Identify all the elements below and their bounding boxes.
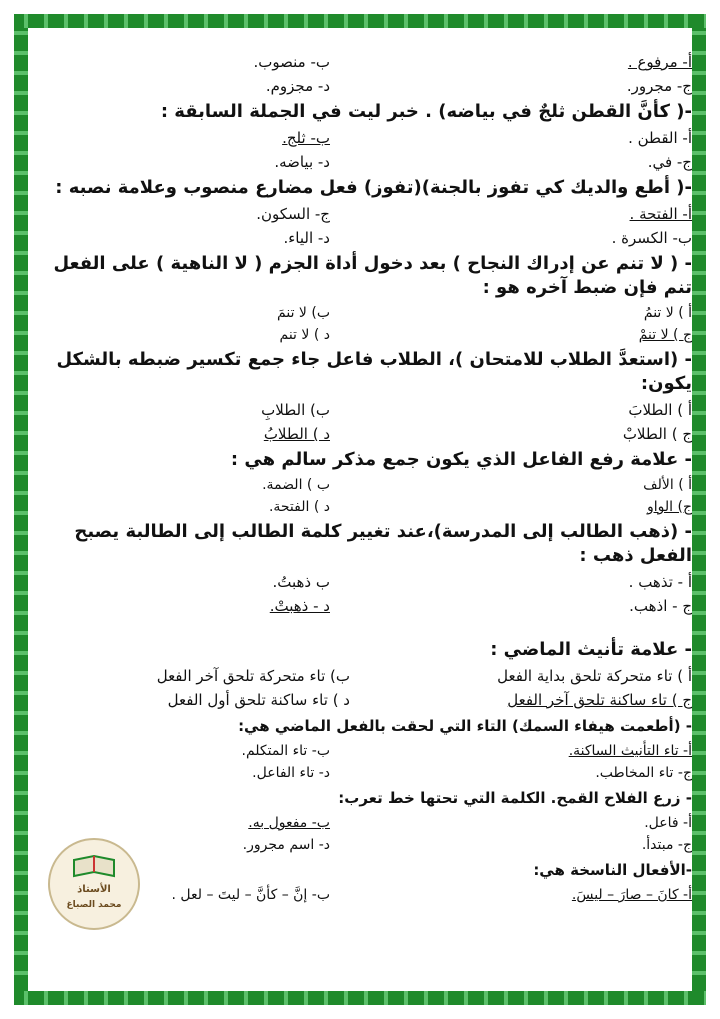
question-stem: - علامة رفع الفاعل الذي يكون جمع مذكر سالم هي : xyxy=(230,449,692,470)
option-a: أ- تاء التأنيث الساكنة. xyxy=(568,743,692,759)
option-c: ج- مبتدأ. xyxy=(641,837,692,853)
question-2 xyxy=(28,100,692,174)
option-b: ب- منصوب. xyxy=(253,53,330,71)
question-6 xyxy=(28,448,692,518)
option-c: ج - اذهب. xyxy=(629,597,692,615)
question-stem: - (ذهب الطالب إلى المدرسة)،عند تغيير كلمة الطالب إلى الطالبة يصبح الفعل ذهب : xyxy=(74,521,692,566)
option-c: ج ) الطلابْ xyxy=(622,425,692,443)
option-d: د- تاء الفاعل. xyxy=(252,765,330,781)
option-a: أ - تذهب . xyxy=(628,573,692,591)
gap xyxy=(28,618,692,636)
question-4 xyxy=(28,252,692,346)
question-1 xyxy=(28,50,692,98)
question-10 xyxy=(28,786,692,856)
teacher-logo xyxy=(48,838,140,930)
option-b: ب ) الضمة. xyxy=(262,477,330,493)
option-d: د- الياء. xyxy=(283,229,330,247)
option-b: ب) الطلابِ xyxy=(261,401,330,419)
option-a: أ- القطن . xyxy=(628,129,692,147)
option-b: ب) تاء متحركة تلحق آخر الفعل xyxy=(156,667,350,685)
option-a: أ- الفتحة . xyxy=(629,205,692,223)
option-b: ب- الكسرة . xyxy=(611,229,692,247)
option-c: ج- في. xyxy=(647,153,692,171)
option-a: أ ) تاء متحركة تلحق بداية الفعل xyxy=(497,667,692,685)
option-d: د- اسم مجرور. xyxy=(242,837,330,853)
option-a: أ ) لا تنمُ xyxy=(643,305,692,321)
question-stem: - علامة تأنيث الماضي : xyxy=(490,639,692,660)
option-d: د ) تاء ساكنة تلحق أول الفعل xyxy=(167,691,350,709)
option-c: ج- السكون. xyxy=(256,205,330,223)
option-d: د ) الطلابُ xyxy=(263,425,330,443)
exam-page xyxy=(28,50,692,979)
option-b: ب- تاء المتكلم. xyxy=(241,743,330,759)
option-c: ج ) تاء ساكنة تلحق آخر الفعل xyxy=(507,691,692,709)
book-icon xyxy=(72,854,116,878)
question-7 xyxy=(28,520,692,618)
question-5 xyxy=(28,348,692,446)
question-stem: - ( لا تنم عن إدراك النجاح ) بعد دخول أداة الجزم ( لا الناهية ) على الفعل تنم فإن ضبط آخره هو : xyxy=(53,253,692,298)
option-c: ج- مجرور. xyxy=(626,77,692,95)
logo-line-2: محمد الصباغ xyxy=(66,900,122,910)
option-b: ب) لا تنمَ xyxy=(277,305,330,321)
option-b: ب- إنَّ – كأنَّ – ليتَ – لعل . xyxy=(171,887,330,903)
option-d: د- بياضه. xyxy=(274,153,330,171)
option-d: د ) الفتحة. xyxy=(268,499,330,515)
option-c: ج- تاء المخاطب. xyxy=(595,765,692,781)
question-9 xyxy=(28,714,692,784)
option-d: د ) لا تنم xyxy=(279,327,330,343)
option-a: أ- كانَ – صارَ – ليسَ. xyxy=(571,887,692,903)
option-d: د- مجزوم. xyxy=(265,77,330,95)
question-stem: - (استعدَّ الطلاب للامتحان )، الطلاب فاعل جاء جمع تكسير ضبطه بالشكل يكون: xyxy=(56,349,692,394)
question-3 xyxy=(28,176,692,250)
option-b: ب ذهبتُ. xyxy=(272,573,330,591)
option-a: أ ) الألف xyxy=(643,477,692,493)
question-stem: -( كأنَّ القطن ثلجٌ في بياضه) . خبر ليت في الجملة السابقة : xyxy=(160,101,692,122)
option-a: أ- فاعل. xyxy=(644,815,692,831)
option-a: أ ) الطلابَ xyxy=(628,401,692,419)
option-c: ج ) لا تنمْ xyxy=(638,327,692,343)
option-c: ج) الواو xyxy=(647,499,692,515)
option-b: ب- ثلج. xyxy=(282,129,330,147)
logo-line-1: الأستاذ xyxy=(77,884,111,895)
option-a: أ- مرفوع . xyxy=(627,53,692,71)
option-d: د - ذهبتْ. xyxy=(269,597,330,615)
question-stem: -( أطع والديك كي تفوز بالجنة)(تفوز) فعل مضارع منصوب وعلامة نصبه : xyxy=(55,177,692,198)
question-stem: -الأفعال الناسخة هي: xyxy=(533,861,692,879)
option-b: ب- مفعول به. xyxy=(248,815,330,831)
question-8 xyxy=(28,638,692,712)
question-stem: - زرع الفلاح القمح. الكلمة التي تحتها خط تعرب: xyxy=(338,789,692,807)
question-stem: - (أطعمت هيفاء السمك) التاء التي لحقت بالفعل الماضي هي: xyxy=(238,717,692,735)
